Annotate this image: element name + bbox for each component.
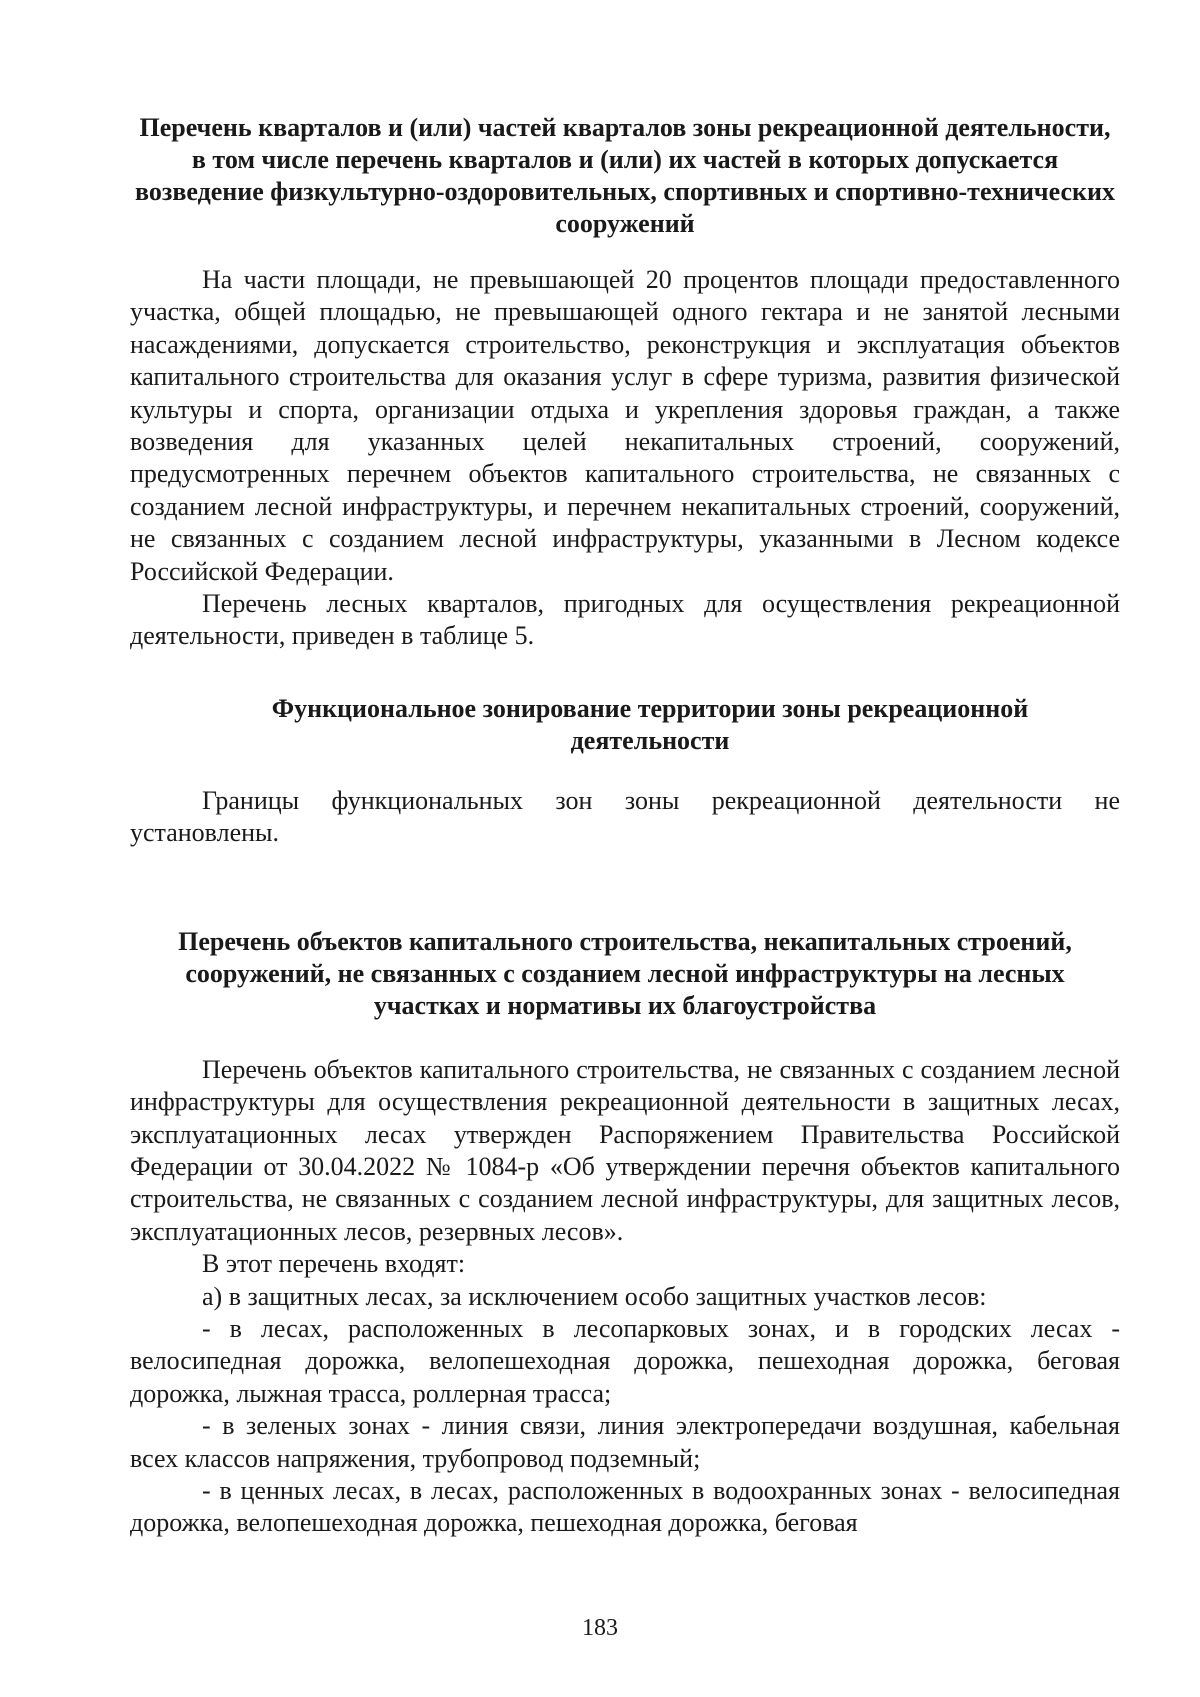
section-3-list-item-3: - в ценных лесах, в лесах, расположенных в водоохранных зонах - велосипедная дорожка, велопешеходная дорожка, пешеходная дорожка, беговая <box>130 1475 1120 1538</box>
section-3-paragraph-2: В этот перечень входят: <box>202 1249 466 1279</box>
section-3-list-item-1: - в лесах, расположенных в лесопарковых зонах, и в городских лесах - велосипедная дорожка, велопешеходная дорожка, пешеходная дорожка, беговая дорожка, лыжная трасса, роллерная трасса; <box>130 1313 1120 1408</box>
section-1-paragraph-2: Перечень лесных кварталов, пригодных для осуществления рекреационной деятельности, приведен в таблице 5. <box>130 589 1120 651</box>
page-number: 183 <box>582 1615 618 1641</box>
document-page <box>130 112 1120 1540</box>
section-3-title: Перечень объектов капитального строительства, некапитальных строений, сооружений, не связанных с созданием лесной инфраструктуры на лесных участках и нормативы их благоустройства <box>178 926 1072 1020</box>
section-2-title: Функциональное зонирование территории зоны рекреационной деятельности <box>271 693 1029 755</box>
section-3-list-item-2: - в зеленых зонах - линия связи, линия электропередачи воздушная, кабельная всех классов напряжения, трубопровод подземный; <box>130 1411 1120 1473</box>
section-2-paragraph-1: Границы функциональных зон зоны рекреационной деятельности не установлены. <box>130 785 1120 848</box>
section-3-paragraph-1: Перечень объектов капитального строительства, не связанных с созданием лесной инфраструктуры для осуществления рекреационной деятельности в защитных лесах, эксплуатационных лесах утвержден Распоряжением Правительства Российской Федерации от 30.04.2022 № 1084-р «Об утверждении перечня объектов капитального строительства, не связанных с созданием лесной инфраструктуры, для защитных лесов, эксплуатационных лесов, резервных лесов». <box>130 1054 1120 1246</box>
section-3-paragraph-3: а) в защитных лесах, за исключением особо защитных участков лесов: <box>202 1281 987 1311</box>
section-1-paragraph-1: На части площади, не превышающей 20 процентов площади предоставленного участка, общей площадью, не превышающей одного гектара и не занятой лесными насаждениями, допускается строительство, реконструкция и эксплуатация объектов капитального строительства для оказания услуг в сфере туризма, развития физической культуры и спорта, организации отдыха и укрепления здоровья граждан, а также возведения для указанных целей некапитальных строений, сооружений, предусмотренных перечнем объектов капитального строительства, не связанных с созданием лесной инфраструктуры, и перечнем некапитальных строений, сооружений, не связанных с созданием лесной инфраструктуры, указанными в Лесном кодексе Российской Федерации. <box>130 265 1120 586</box>
section-1-title: Перечень кварталов и (или) частей кварталов зоны рекреационной деятельности, в том числе перечень кварталов и (или) их частей в которых допускается возведение физкультурно-оздоровительных, спортивных и спортивно-технических сооружений <box>135 113 1115 238</box>
